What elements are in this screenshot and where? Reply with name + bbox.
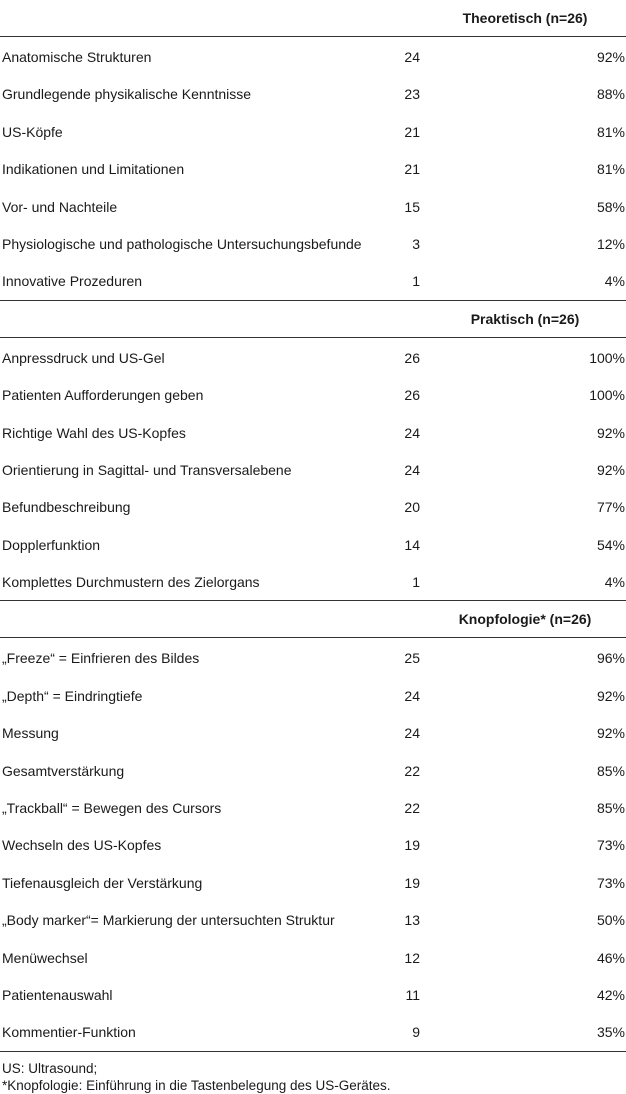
table-row xyxy=(0,37,626,74)
row-label: Messung xyxy=(2,725,59,742)
table-row xyxy=(0,676,626,713)
table-row xyxy=(0,525,626,562)
row-count: 26 xyxy=(404,349,420,366)
section-title: Praktisch (n=26) xyxy=(470,310,580,327)
table-row xyxy=(0,338,626,375)
table-row xyxy=(0,450,626,487)
row-label: Menüwechsel xyxy=(2,949,88,966)
row-percent: 54% xyxy=(596,536,625,553)
table-row xyxy=(0,825,626,862)
row-percent: 100% xyxy=(589,349,625,366)
row-label: „Trackball“ = Bewegen des Cursors xyxy=(2,800,222,817)
row-percent: 73% xyxy=(596,837,625,854)
section-rows-theoretisch xyxy=(0,37,626,299)
row-label: Innovative Prozeduren xyxy=(2,273,143,290)
row-count: 22 xyxy=(404,762,420,779)
table-row xyxy=(0,413,626,450)
table-row xyxy=(0,863,626,900)
row-percent: 92% xyxy=(596,49,625,65)
row-percent: 92% xyxy=(596,424,625,441)
section-header-praktisch xyxy=(0,301,626,337)
section-rows-praktisch xyxy=(0,338,626,600)
table-row xyxy=(0,261,626,298)
row-label: Komplettes Durchmustern des Zielorgans xyxy=(2,574,260,591)
row-percent: 35% xyxy=(596,1024,625,1041)
row-count: 24 xyxy=(404,725,420,742)
row-count: 11 xyxy=(405,986,420,1003)
row-label: US-Köpfe xyxy=(2,123,63,140)
row-count: 24 xyxy=(404,461,420,478)
table-row xyxy=(0,187,626,224)
row-label: Patienten Aufforderungen geben xyxy=(2,387,204,404)
row-label: Kommentier-Funktion xyxy=(2,1024,136,1041)
table-row xyxy=(0,74,626,111)
row-label: Richtige Wahl des US-Kopfes xyxy=(2,424,186,441)
row-percent: 4% xyxy=(604,273,625,290)
table-row xyxy=(0,224,626,261)
row-label: Indikationen und Limitationen xyxy=(2,161,185,178)
row-label: Tiefenausgleich der Verstärkung xyxy=(2,874,203,891)
table-row xyxy=(0,975,626,1012)
row-percent: 50% xyxy=(596,912,625,929)
row-count: 14 xyxy=(404,536,420,553)
row-label: „Freeze“ = Einfrieren des Bildes xyxy=(2,650,200,667)
row-count: 24 xyxy=(404,687,420,704)
table-row xyxy=(0,149,626,186)
row-count: 19 xyxy=(404,874,420,891)
row-percent: 42% xyxy=(596,986,625,1003)
row-percent: 85% xyxy=(596,762,625,779)
table-row xyxy=(0,938,626,975)
row-label: Patientenauswahl xyxy=(2,986,113,1003)
section-header-knopfologie xyxy=(0,601,626,637)
row-percent: 81% xyxy=(596,161,625,178)
row-label: „Body marker“= Markierung der untersuchten Struktur xyxy=(2,912,335,929)
row-percent: 85% xyxy=(596,800,625,817)
row-count: 21 xyxy=(404,161,420,178)
table-row xyxy=(0,487,626,524)
section-title: Knopfologie* (n=26) xyxy=(458,611,592,628)
row-percent: 96% xyxy=(596,650,625,667)
row-count: 22 xyxy=(404,800,420,817)
row-label: Orientierung in Sagittal- und Transversalebene xyxy=(2,461,292,478)
section-header-theoretisch xyxy=(0,0,626,36)
table-row xyxy=(0,375,626,412)
row-percent: 46% xyxy=(596,949,625,966)
row-label: Vor- und Nachteile xyxy=(2,198,118,215)
row-count: 21 xyxy=(404,123,420,140)
row-count: 15 xyxy=(404,198,420,215)
section-rows-knopfologie xyxy=(0,638,626,1049)
row-label: Physiologische und pathologische Untersuchungsbefunde xyxy=(2,235,362,252)
row-percent: 73% xyxy=(596,874,625,891)
row-count: 9 xyxy=(412,1024,420,1041)
row-label: Anatomische Strukturen xyxy=(2,49,152,65)
row-percent: 92% xyxy=(596,461,625,478)
table-row xyxy=(0,788,626,825)
table-row xyxy=(0,1012,626,1049)
table-row xyxy=(0,713,626,750)
row-count: 24 xyxy=(404,424,420,441)
footnote-abbreviation: US: Ultrasound; xyxy=(2,1060,98,1076)
row-count: 24 xyxy=(404,49,420,65)
row-percent: 12% xyxy=(596,235,625,252)
row-count: 12 xyxy=(404,949,420,966)
row-count: 20 xyxy=(404,499,420,516)
row-label: Grundlegende physikalische Kenntnisse xyxy=(2,86,252,103)
table-row xyxy=(0,562,626,599)
row-percent: 81% xyxy=(596,123,625,140)
footnote-knopfologie: *Knopfologie: Einführung in die Tastenbelegung des US-Gerätes. xyxy=(2,1077,391,1093)
row-count: 19 xyxy=(404,837,420,854)
section-title: Theoretisch (n=26) xyxy=(462,10,588,26)
table-row xyxy=(0,112,626,149)
row-label: Gesamtverstärkung xyxy=(2,762,125,779)
row-count: 23 xyxy=(404,86,420,103)
row-count: 1 xyxy=(412,273,420,290)
row-label: Dopplerfunktion xyxy=(2,536,101,553)
row-percent: 4% xyxy=(604,574,625,591)
row-percent: 77% xyxy=(596,499,625,516)
row-count: 13 xyxy=(404,912,420,929)
row-percent: 92% xyxy=(596,687,625,704)
row-percent: 100% xyxy=(589,387,625,404)
row-percent: 92% xyxy=(596,725,625,742)
row-label: Anpressdruck und US-Gel xyxy=(2,349,165,366)
table-row xyxy=(0,900,626,937)
table-row xyxy=(0,751,626,788)
row-percent: 88% xyxy=(596,86,625,103)
row-label: Wechseln des US-Kopfes xyxy=(2,837,162,854)
row-count: 25 xyxy=(404,650,420,667)
row-count: 1 xyxy=(412,574,420,591)
table-footnotes xyxy=(0,1052,626,1094)
row-percent: 58% xyxy=(596,198,625,215)
row-label: „Depth“ = Eindringtiefe xyxy=(2,687,143,704)
row-count: 26 xyxy=(404,387,420,404)
row-label: Befundbeschreibung xyxy=(2,499,131,516)
row-count: 3 xyxy=(412,235,420,252)
table-row xyxy=(0,638,626,675)
